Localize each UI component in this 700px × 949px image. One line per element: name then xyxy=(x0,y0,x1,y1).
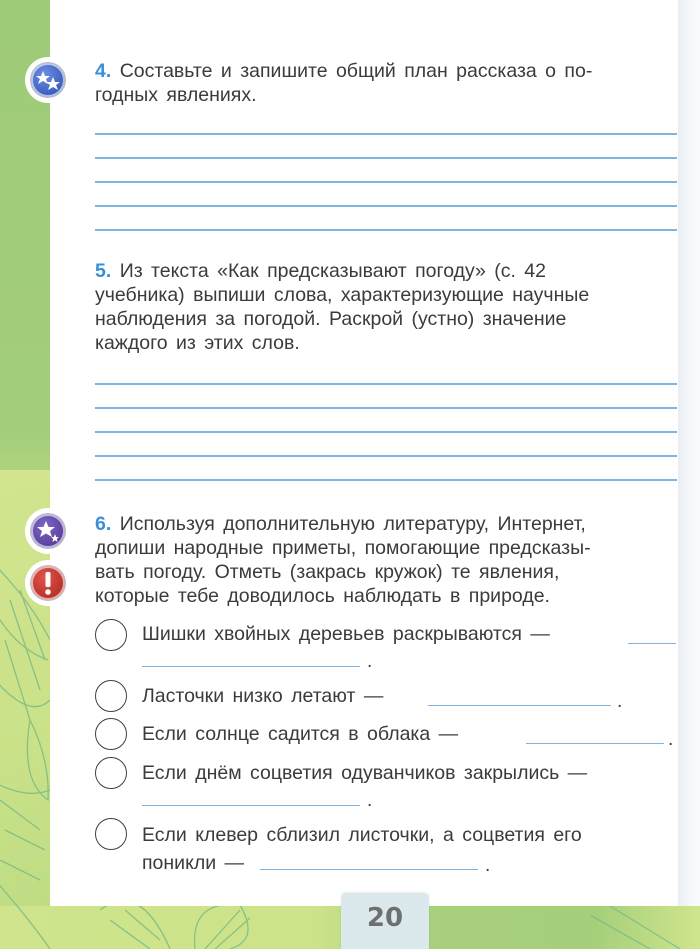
option-2-text: Ласточки низко летают — xyxy=(142,685,384,707)
task-5-line-1: Из текста «Как предсказывают погоду» (с. 42 xyxy=(119,260,546,282)
option-4-answer-blank[interactable] xyxy=(142,805,360,806)
task-5-answer-line-4[interactable] xyxy=(95,455,677,457)
task-4-answer-line-3[interactable] xyxy=(95,181,677,183)
option-5-answer-blank[interactable] xyxy=(260,869,478,870)
task-5-answer-line-5[interactable] xyxy=(95,479,677,481)
task-6-number: 6. xyxy=(95,513,112,535)
option-2-answer-blank[interactable] xyxy=(428,705,611,706)
option-2-period: . xyxy=(617,691,623,712)
star-icon xyxy=(31,514,65,548)
page-number: 20 xyxy=(366,903,404,933)
two-stars-badge xyxy=(25,57,71,103)
option-1-answer-blank-b[interactable] xyxy=(142,666,360,667)
task-4-number: 4. xyxy=(95,60,112,82)
page-number-tab xyxy=(341,893,429,949)
option-4-text: Если днём соцветия одуванчиков закрылись — xyxy=(142,762,588,784)
option-3-period: . xyxy=(668,729,674,750)
task-5-line-3: наблюдения за погодой. Раскрой (устно) значение xyxy=(95,308,567,330)
option-5-period: . xyxy=(485,855,491,876)
page-edge-shadow xyxy=(678,0,700,906)
option-5-text-line-2: поникли — xyxy=(142,852,245,874)
option-2-checkbox-circle[interactable] xyxy=(95,680,127,712)
task-6-line-2: допиши народные приметы, помогающие предсказы- xyxy=(95,537,591,559)
task-4-prompt xyxy=(95,59,677,107)
task-5-line-4: каждого из этих слов. xyxy=(95,332,300,354)
option-5-text: Если клевер сблизил листочки, а соцветия его xyxy=(142,824,582,846)
task-5-line-2: учебника) выпиши слова, характеризующие научные xyxy=(95,284,590,306)
task-4-line-2: годных явлениях. xyxy=(95,84,257,106)
exclamation-badge xyxy=(25,560,71,606)
option-1-period: . xyxy=(367,651,373,672)
task-4-line-1: Составьте и запишите общий план рассказа о по- xyxy=(119,60,593,82)
option-1-checkbox-circle[interactable] xyxy=(95,619,127,651)
task-4-answer-line-5[interactable] xyxy=(95,229,677,231)
option-3-checkbox-circle[interactable] xyxy=(95,718,127,750)
option-1-text: Шишки хвойных деревьев раскрываются — xyxy=(142,623,550,645)
option-1-answer-blank-a[interactable] xyxy=(628,643,676,644)
two-stars-icon xyxy=(31,63,65,97)
task-6-line-1: Используя дополнительную литературу, Интернет, xyxy=(119,513,586,535)
task-6-prompt xyxy=(95,512,677,608)
exclamation-icon xyxy=(31,566,65,600)
star-badge xyxy=(25,508,71,554)
task-5-prompt xyxy=(95,259,677,355)
task-4-answer-line-1[interactable] xyxy=(95,133,677,135)
task-5-answer-line-1[interactable] xyxy=(95,383,677,385)
task-4-answer-line-2[interactable] xyxy=(95,157,677,159)
task-5-answer-line-2[interactable] xyxy=(95,407,677,409)
option-3-answer-blank[interactable] xyxy=(526,743,664,744)
task-5-answer-line-3[interactable] xyxy=(95,431,677,433)
option-3-text: Если солнце садится в облака — xyxy=(142,723,459,745)
task-4-answer-line-4[interactable] xyxy=(95,205,677,207)
option-4-period: . xyxy=(367,790,373,811)
option-5-checkbox-circle[interactable] xyxy=(95,818,127,850)
task-6-line-4: которые тебе доводилось наблюдать в природе. xyxy=(95,585,550,607)
task-6-line-3: вать погоду. Отметь (закрась кружок) те явления, xyxy=(95,561,560,583)
option-4-checkbox-circle[interactable] xyxy=(95,757,127,789)
task-5-number: 5. xyxy=(95,260,112,282)
